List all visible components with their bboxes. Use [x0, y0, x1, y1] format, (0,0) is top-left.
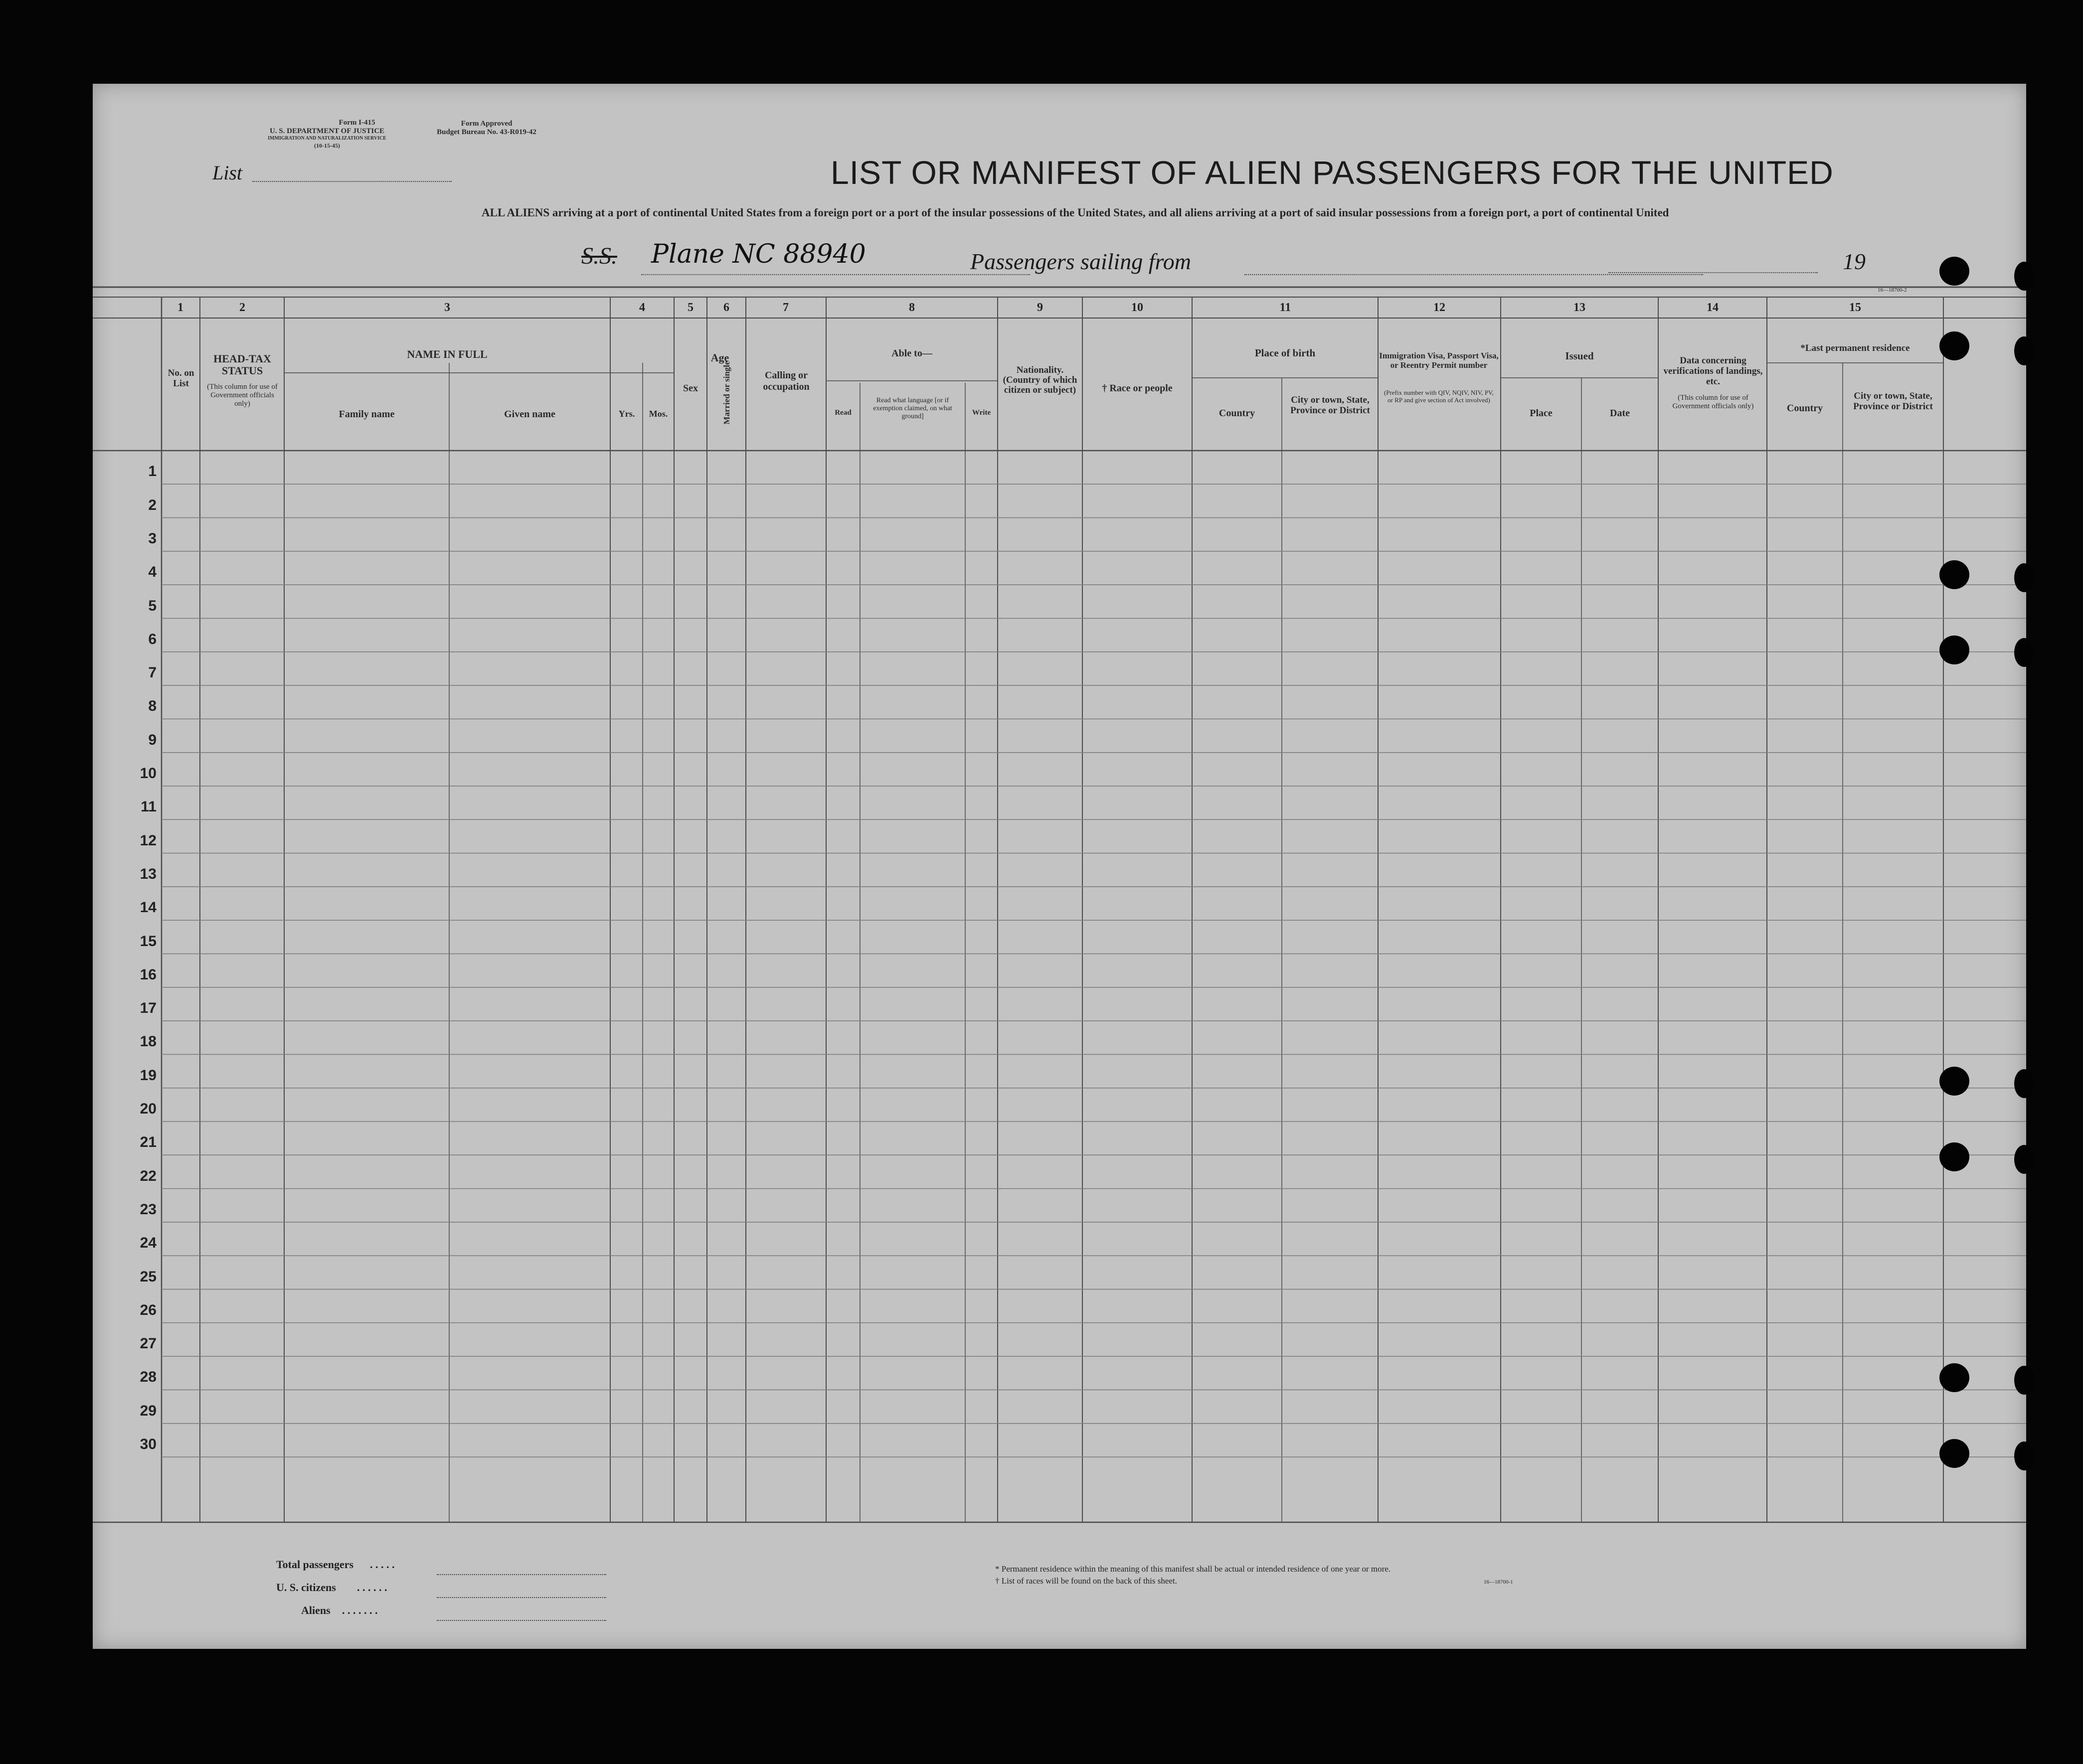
column-number: 6	[723, 301, 729, 314]
row-number: 23	[140, 1201, 157, 1218]
row-number: 25	[140, 1268, 157, 1285]
row-number: 10	[140, 765, 157, 782]
punch-hole	[1939, 1142, 1969, 1171]
column-number: 15	[1849, 301, 1861, 314]
column-number: 1	[177, 301, 183, 314]
column-number: 3	[444, 301, 450, 314]
row-number: 29	[140, 1402, 157, 1419]
header-married-wrap	[707, 343, 746, 443]
row-number: 27	[140, 1335, 157, 1352]
column-number: 9	[1037, 301, 1043, 314]
row-number: 14	[140, 899, 157, 916]
punch-hole	[2014, 1069, 2034, 1098]
list-label: List	[212, 161, 243, 184]
form-date: (10-15-45)	[314, 142, 340, 149]
total-passengers-dots: . . . . .	[370, 1558, 395, 1571]
row-number: 18	[140, 1033, 157, 1050]
header-lr-city: City or town, State, Province or District	[1853, 391, 1933, 412]
row-number: 26	[140, 1301, 157, 1318]
header-immigration-visa: Immigration Visa, Passport Visa, or Reentry Permit number	[1379, 351, 1499, 370]
punch-hole	[1939, 560, 1969, 589]
punch-hole	[2014, 563, 2034, 592]
header-write: Write	[972, 409, 991, 417]
row-number: 6	[148, 631, 157, 647]
column-number: 5	[688, 301, 694, 314]
vessel-handwritten: Plane NC 88940	[651, 239, 866, 269]
manifest-grid	[93, 84, 2026, 1649]
column-number: 14	[1707, 301, 1719, 314]
header-read: Read	[835, 409, 852, 417]
aliens-line	[437, 1620, 606, 1621]
punch-hole	[1939, 1439, 1969, 1468]
print-code-bottom: 16—18700-1	[1484, 1579, 1513, 1585]
column-number: 7	[783, 301, 789, 314]
header-mos: Mos.	[649, 409, 668, 419]
aliens-dots: . . . . . . .	[342, 1604, 378, 1616]
row-number: 20	[140, 1101, 157, 1117]
us-citizens-label: U. S. citizens	[276, 1581, 336, 1594]
row-number: 28	[140, 1369, 157, 1386]
header-family-name: Family name	[339, 409, 395, 420]
row-number: 15	[140, 933, 157, 950]
row-number: 24	[140, 1235, 157, 1252]
approval-text: Form Approved	[461, 120, 513, 128]
column-number: 12	[1433, 301, 1445, 314]
row-number: 7	[148, 664, 157, 681]
header-age: Age	[710, 351, 729, 364]
budget-bureau: Budget Bureau No. 43-R019-42	[437, 128, 536, 136]
header-data-concerning: Data concerning verifications of landings, etc.	[1663, 355, 1763, 387]
row-number: 13	[140, 865, 157, 882]
service: IMMIGRATION AND NATURALIZATION SERVICE	[268, 136, 386, 141]
form-number: Form I-415	[339, 119, 375, 127]
punch-hole	[2014, 336, 2034, 365]
print-code-top: 16—18700-2	[1878, 287, 1907, 293]
column-number: 2	[239, 301, 245, 314]
total-passengers-label: Total passengers	[276, 1558, 354, 1571]
header-race: † Race or people	[1102, 383, 1173, 394]
row-number: 1	[148, 463, 157, 480]
punch-hole	[1939, 1363, 1969, 1392]
header-pob-country: Country	[1218, 408, 1255, 419]
header-head-tax: HEAD-TAX STATUS	[213, 352, 271, 377]
header-nationality: Nationality. (Country of which citizen or subject)	[1003, 365, 1077, 395]
header-data-note: (This column for use of Government officials only)	[1672, 394, 1754, 410]
column-number: 11	[1279, 301, 1291, 314]
row-number: 16	[140, 966, 157, 983]
header-issued-place: Place	[1530, 408, 1553, 419]
row-number: 3	[148, 530, 157, 547]
punch-hole	[2014, 638, 2034, 667]
footnote-permanent: * Permanent residence within the meaning of this manifest shall be actual or intended residence of one year or more.	[995, 1564, 1391, 1574]
header-married: Married or single	[722, 361, 731, 425]
punch-hole	[1939, 331, 1969, 360]
sailing-from-label: Passengers sailing from	[970, 249, 1191, 274]
row-number: 11	[141, 799, 157, 815]
row-number: 5	[148, 597, 157, 614]
us-citizens-dots: . . . . . .	[357, 1581, 387, 1594]
page-title: LIST OR MANIFEST OF ALIEN PASSENGERS FOR THE UNITED	[831, 154, 1834, 191]
year-prefix: 19	[1843, 249, 1866, 274]
total-passengers-line	[437, 1574, 606, 1575]
row-number: 9	[148, 731, 157, 748]
punch-hole	[2014, 1145, 2034, 1174]
row-number: 2	[148, 496, 157, 513]
row-number: 12	[140, 832, 157, 849]
row-number: 17	[140, 1000, 157, 1017]
header-given-name: Given name	[504, 409, 555, 420]
punch-hole	[1939, 1067, 1969, 1096]
us-citizens-line	[437, 1597, 606, 1598]
header-able-to: Able to—	[891, 348, 932, 359]
punch-hole	[1939, 636, 1969, 664]
column-number: 10	[1131, 301, 1143, 314]
footnote-races: † List of races will be found on the back of this sheet.	[995, 1576, 1177, 1586]
column-number: 13	[1573, 301, 1585, 314]
punch-hole	[2014, 1442, 2034, 1470]
header-pob-city: City or town, State, Province or District	[1290, 395, 1370, 416]
header-lr-country: Country	[1786, 403, 1823, 414]
row-number: 4	[148, 564, 157, 581]
ss-prefix: S.S.	[581, 243, 617, 269]
punch-hole	[1939, 257, 1969, 286]
header-last-residence: *Last permanent residence	[1800, 343, 1910, 353]
department: U. S. DEPARTMENT OF JUSTICE	[269, 127, 385, 135]
header-visa-note: (Prefix number with QIV, NQIV, NIV, PV, or RP and give section of Act involved)	[1384, 389, 1494, 404]
punch-hole	[2014, 262, 2034, 291]
header-head-tax-note: (This column for use of Government officials only)	[207, 383, 278, 408]
header-place-of-birth: Place of birth	[1254, 347, 1316, 359]
header-issued: Issued	[1565, 350, 1594, 362]
aliens-label: Aliens	[301, 1604, 331, 1616]
punch-hole	[2014, 1366, 2034, 1395]
row-number: 8	[148, 698, 157, 715]
manifest-page	[93, 84, 2026, 1649]
row-number: 22	[140, 1167, 157, 1184]
column-number: 8	[909, 301, 915, 314]
page-subtitle: ALL ALIENS arriving at a port of continental United States from a foreign port or a port of the insular possessions of the United States, and all aliens arriving at a port of said insular possessions from a foreign port, a port of continental United	[482, 206, 1669, 219]
row-number: 30	[140, 1436, 157, 1452]
column-number: 4	[639, 301, 645, 314]
header-read-language: Read what language [or if exemption claimed, on what ground]	[873, 397, 952, 420]
row-number: 19	[140, 1067, 157, 1084]
row-number: 21	[140, 1134, 157, 1151]
header-name-in-full: NAME IN FULL	[407, 348, 488, 360]
header-no-on-list: No. on List	[168, 368, 194, 389]
header-calling: Calling or occupation	[763, 370, 810, 392]
header-yrs: Yrs.	[618, 409, 635, 419]
header-sex: Sex	[683, 383, 698, 394]
header-issued-date: Date	[1610, 408, 1630, 419]
